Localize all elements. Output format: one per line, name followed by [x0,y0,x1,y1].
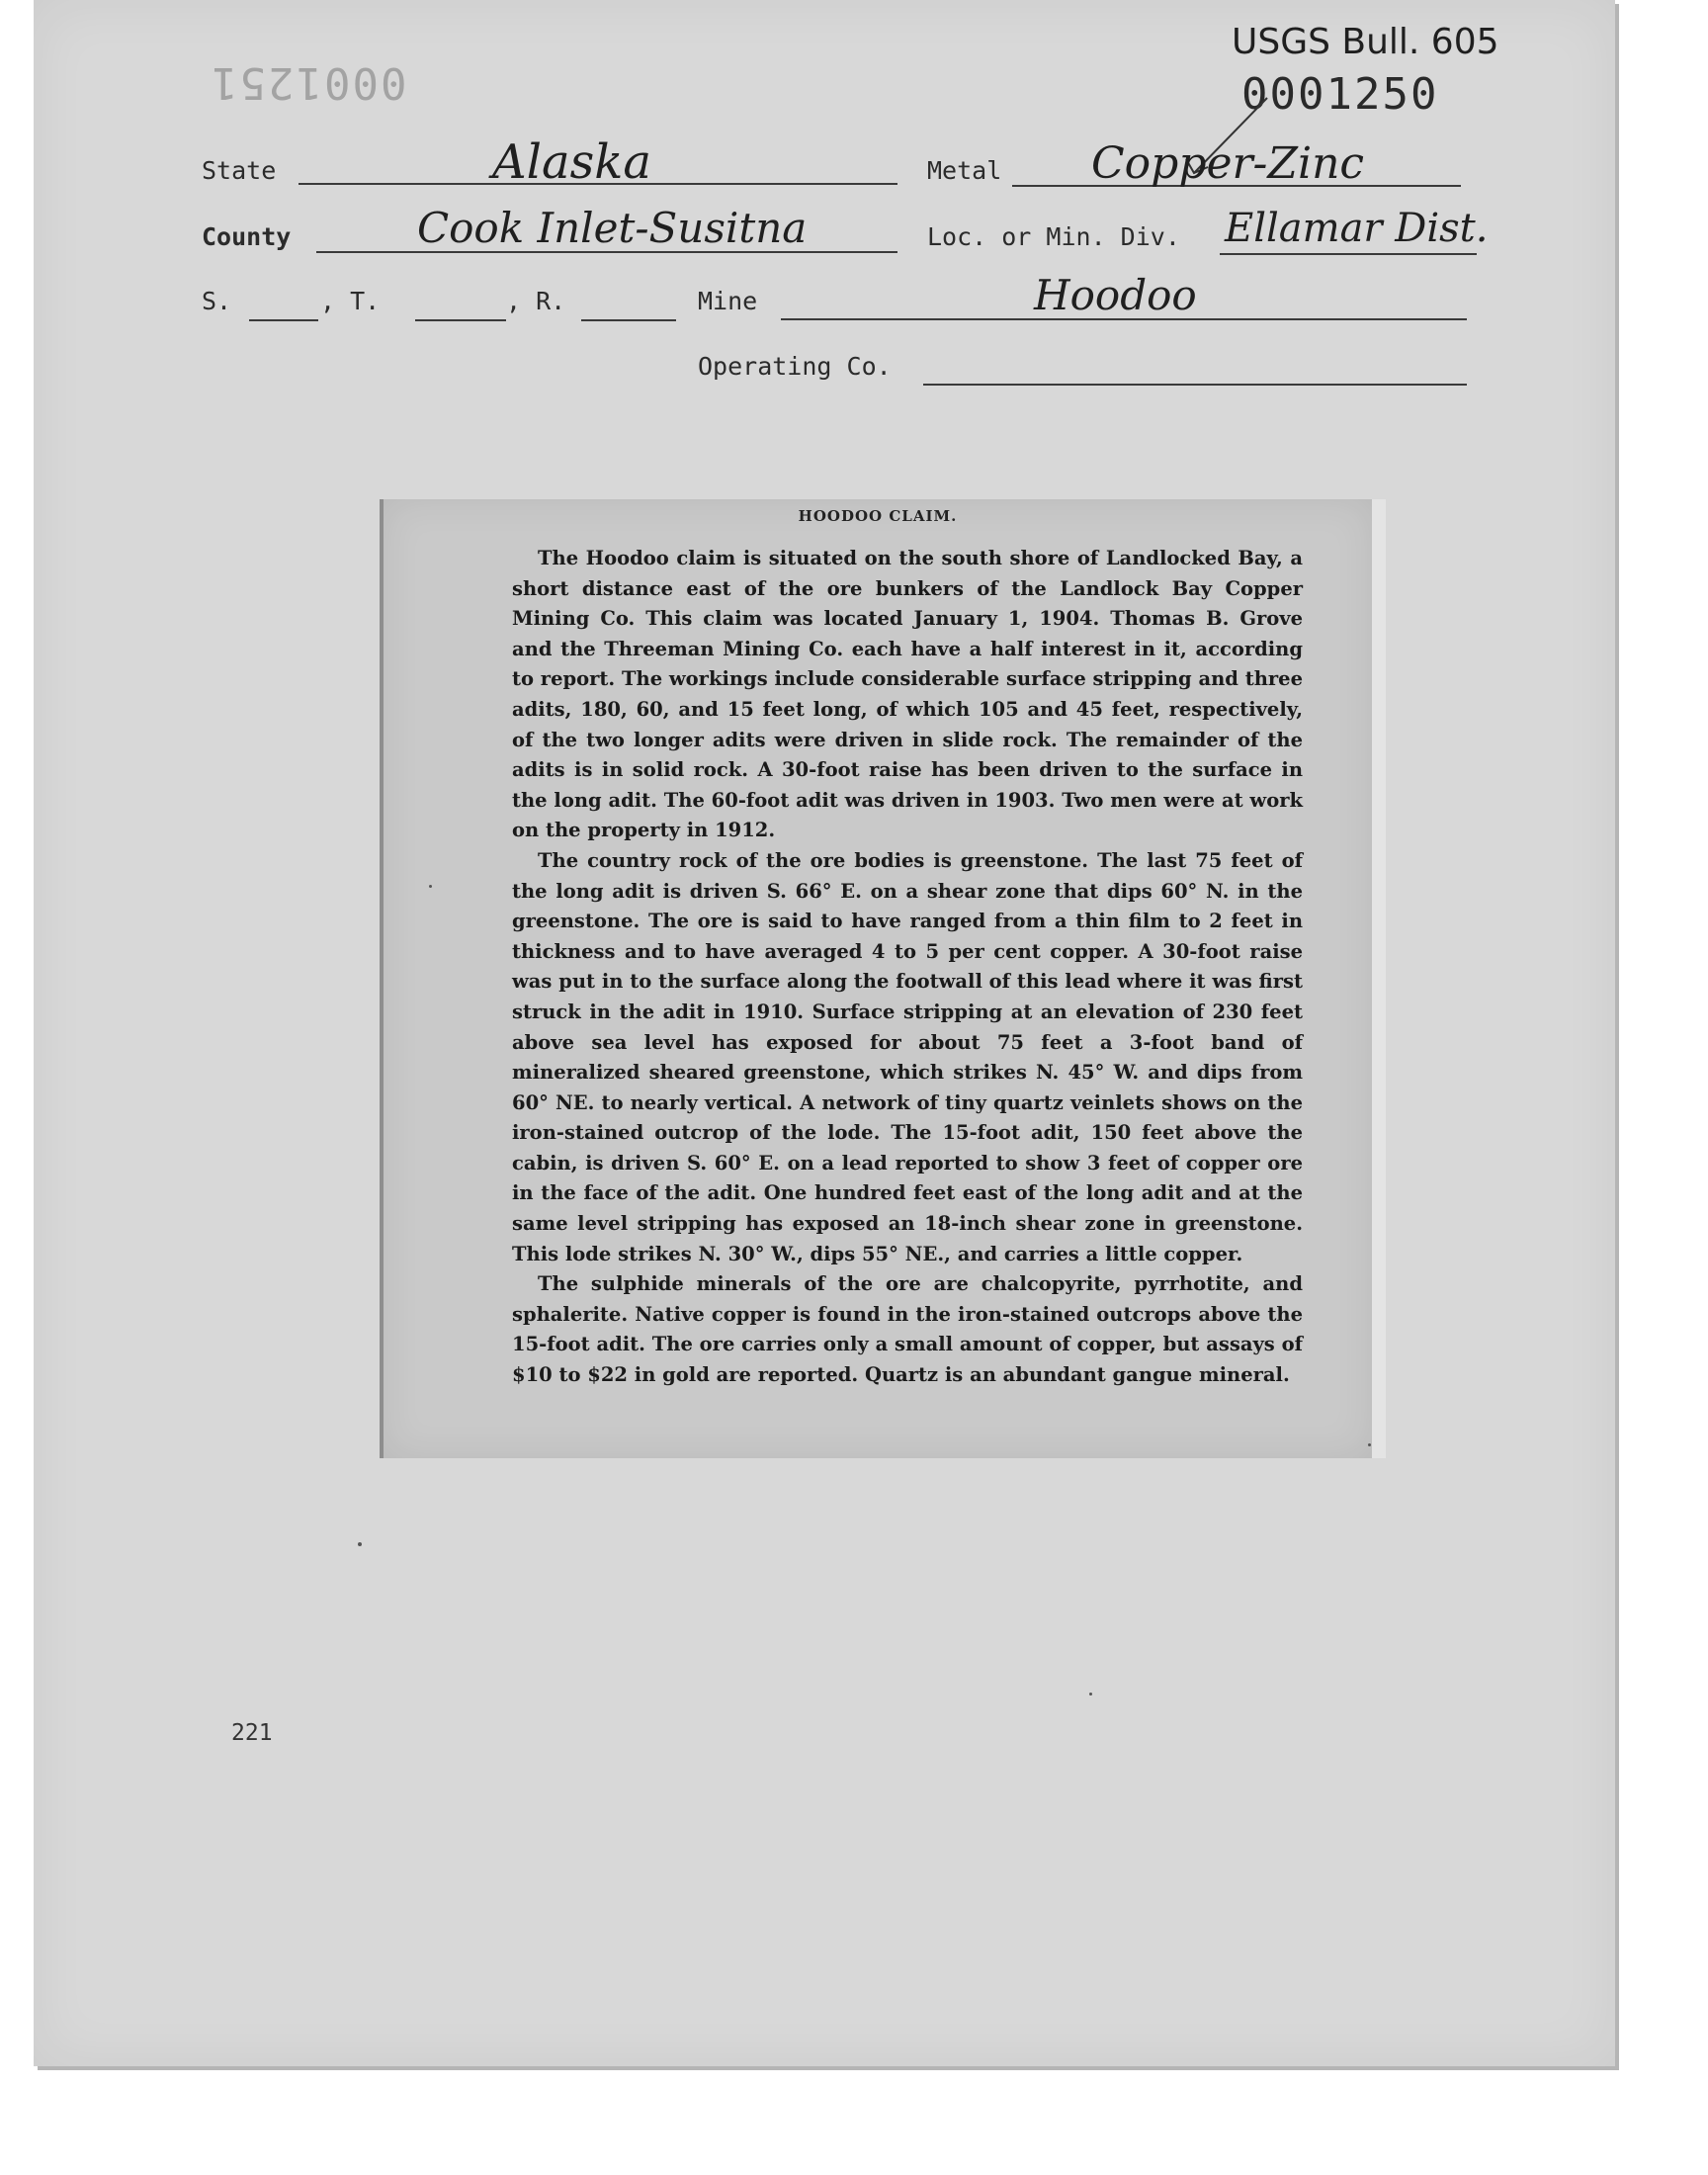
record-number-stamp: 0001250 [1241,69,1439,120]
county-label: County [202,222,292,251]
operating-co-label: Operating Co. [698,352,892,381]
location-label: Loc. or Min. Div. [927,222,1180,251]
report-clipping [380,499,1372,1458]
operating-co-line [923,384,1467,386]
scan-speck [1368,1443,1371,1446]
state-value: Alaska [492,134,651,190]
county-value: Cook Inlet-Susitna [417,204,808,252]
section-line [249,319,318,321]
record-card [34,0,1615,2066]
section-label: S. [202,287,232,315]
state-label: State [202,156,277,185]
clipping-paragraph: The country rock of the ore bodies is greenstone. The last 75 feet of the long adit is driven S. 66° E. on a shear zone that dips 60° N. in the greenstone. The ore is said to have ranged from a thin film to 2 feet in thickness and to have averaged 4 to 5 per cent copper. A 30-foot raise was put in to the surface along the footwall of this lead where it was first struck in the adit in 1910. Surface stripping at an elevation of 230 feet above sea level has exposed for about 75 feet a 3-foot band of mineralized sheared greenstone, which strikes N. 45° W. and dips from 60° NE. to nearly vertical. A network of tiny quartz veinlets shows on the iron-stained outcrop of the lode. The 15-foot adit, 150 feet above the cabin, is driven S. 60° E. on a lead reported to show 3 feet of copper ore in the face of the adit. One hundred feet east of the long adit and at the same level stripping has exposed an 18-inch shear zone in greenstone. This lode strikes N. 30° W., dips 55° NE., and carries a little copper. [512,848,1303,1265]
range-label: , R. [506,287,566,315]
clipping-body [512,544,1303,1391]
page-number: 221 [231,1720,273,1746]
scan-speck [358,1542,362,1546]
metal-label: Metal [927,156,1002,185]
metal-value: Copper-Zinc [1091,138,1365,189]
location-line [1220,253,1477,255]
usgs-bulletin-annotation: USGS Bull. 605 [1232,22,1499,62]
range-line [581,319,676,321]
scan-speck [1089,1693,1092,1696]
clipping-title: HOODOO CLAIM. [798,507,958,525]
township-label: , T. [320,287,381,315]
clipping-paragraph: The sulphide minerals of the ore are chalcopyrite, pyrrhotite, and sphalerite. Native copper is found in the iron-stained outcrops above the 15-foot adit. The ore carries only a small amount of copper, but assays of $10 to $22 in gold are reported. Quartz is an abundant gangue mineral. [512,1272,1303,1387]
township-line [415,319,506,321]
location-value: Ellamar Dist. [1225,206,1489,251]
mine-value: Hoodoo [1034,271,1197,319]
clipping-paragraph: The Hoodoo claim is situated on the south shore of Landlocked Bay, a short distance east of the ore bunkers of the Landlock Bay Copper Mining Co. This claim was located January 1, 1904. Thomas B. Grove and the Threeman Mining Co. each have a half interest in it, according to report. The workings include considerable surface stripping and three adits, 180, 60, and 15 feet long, of which 105 and 45 feet, respectively, of the two longer adits were driven in slide rock. The remainder of the adits is in solid rock. A 30-foot raise has been driven to the surface in the long adit. The 60-foot adit was driven in 1903. Two men were at work on the property in 1912. [512,547,1303,842]
clipping-edge [1372,499,1386,1458]
scan-speck [429,885,432,888]
mine-label: Mine [698,287,758,315]
reversed-stamp: 0001251 [210,57,407,108]
